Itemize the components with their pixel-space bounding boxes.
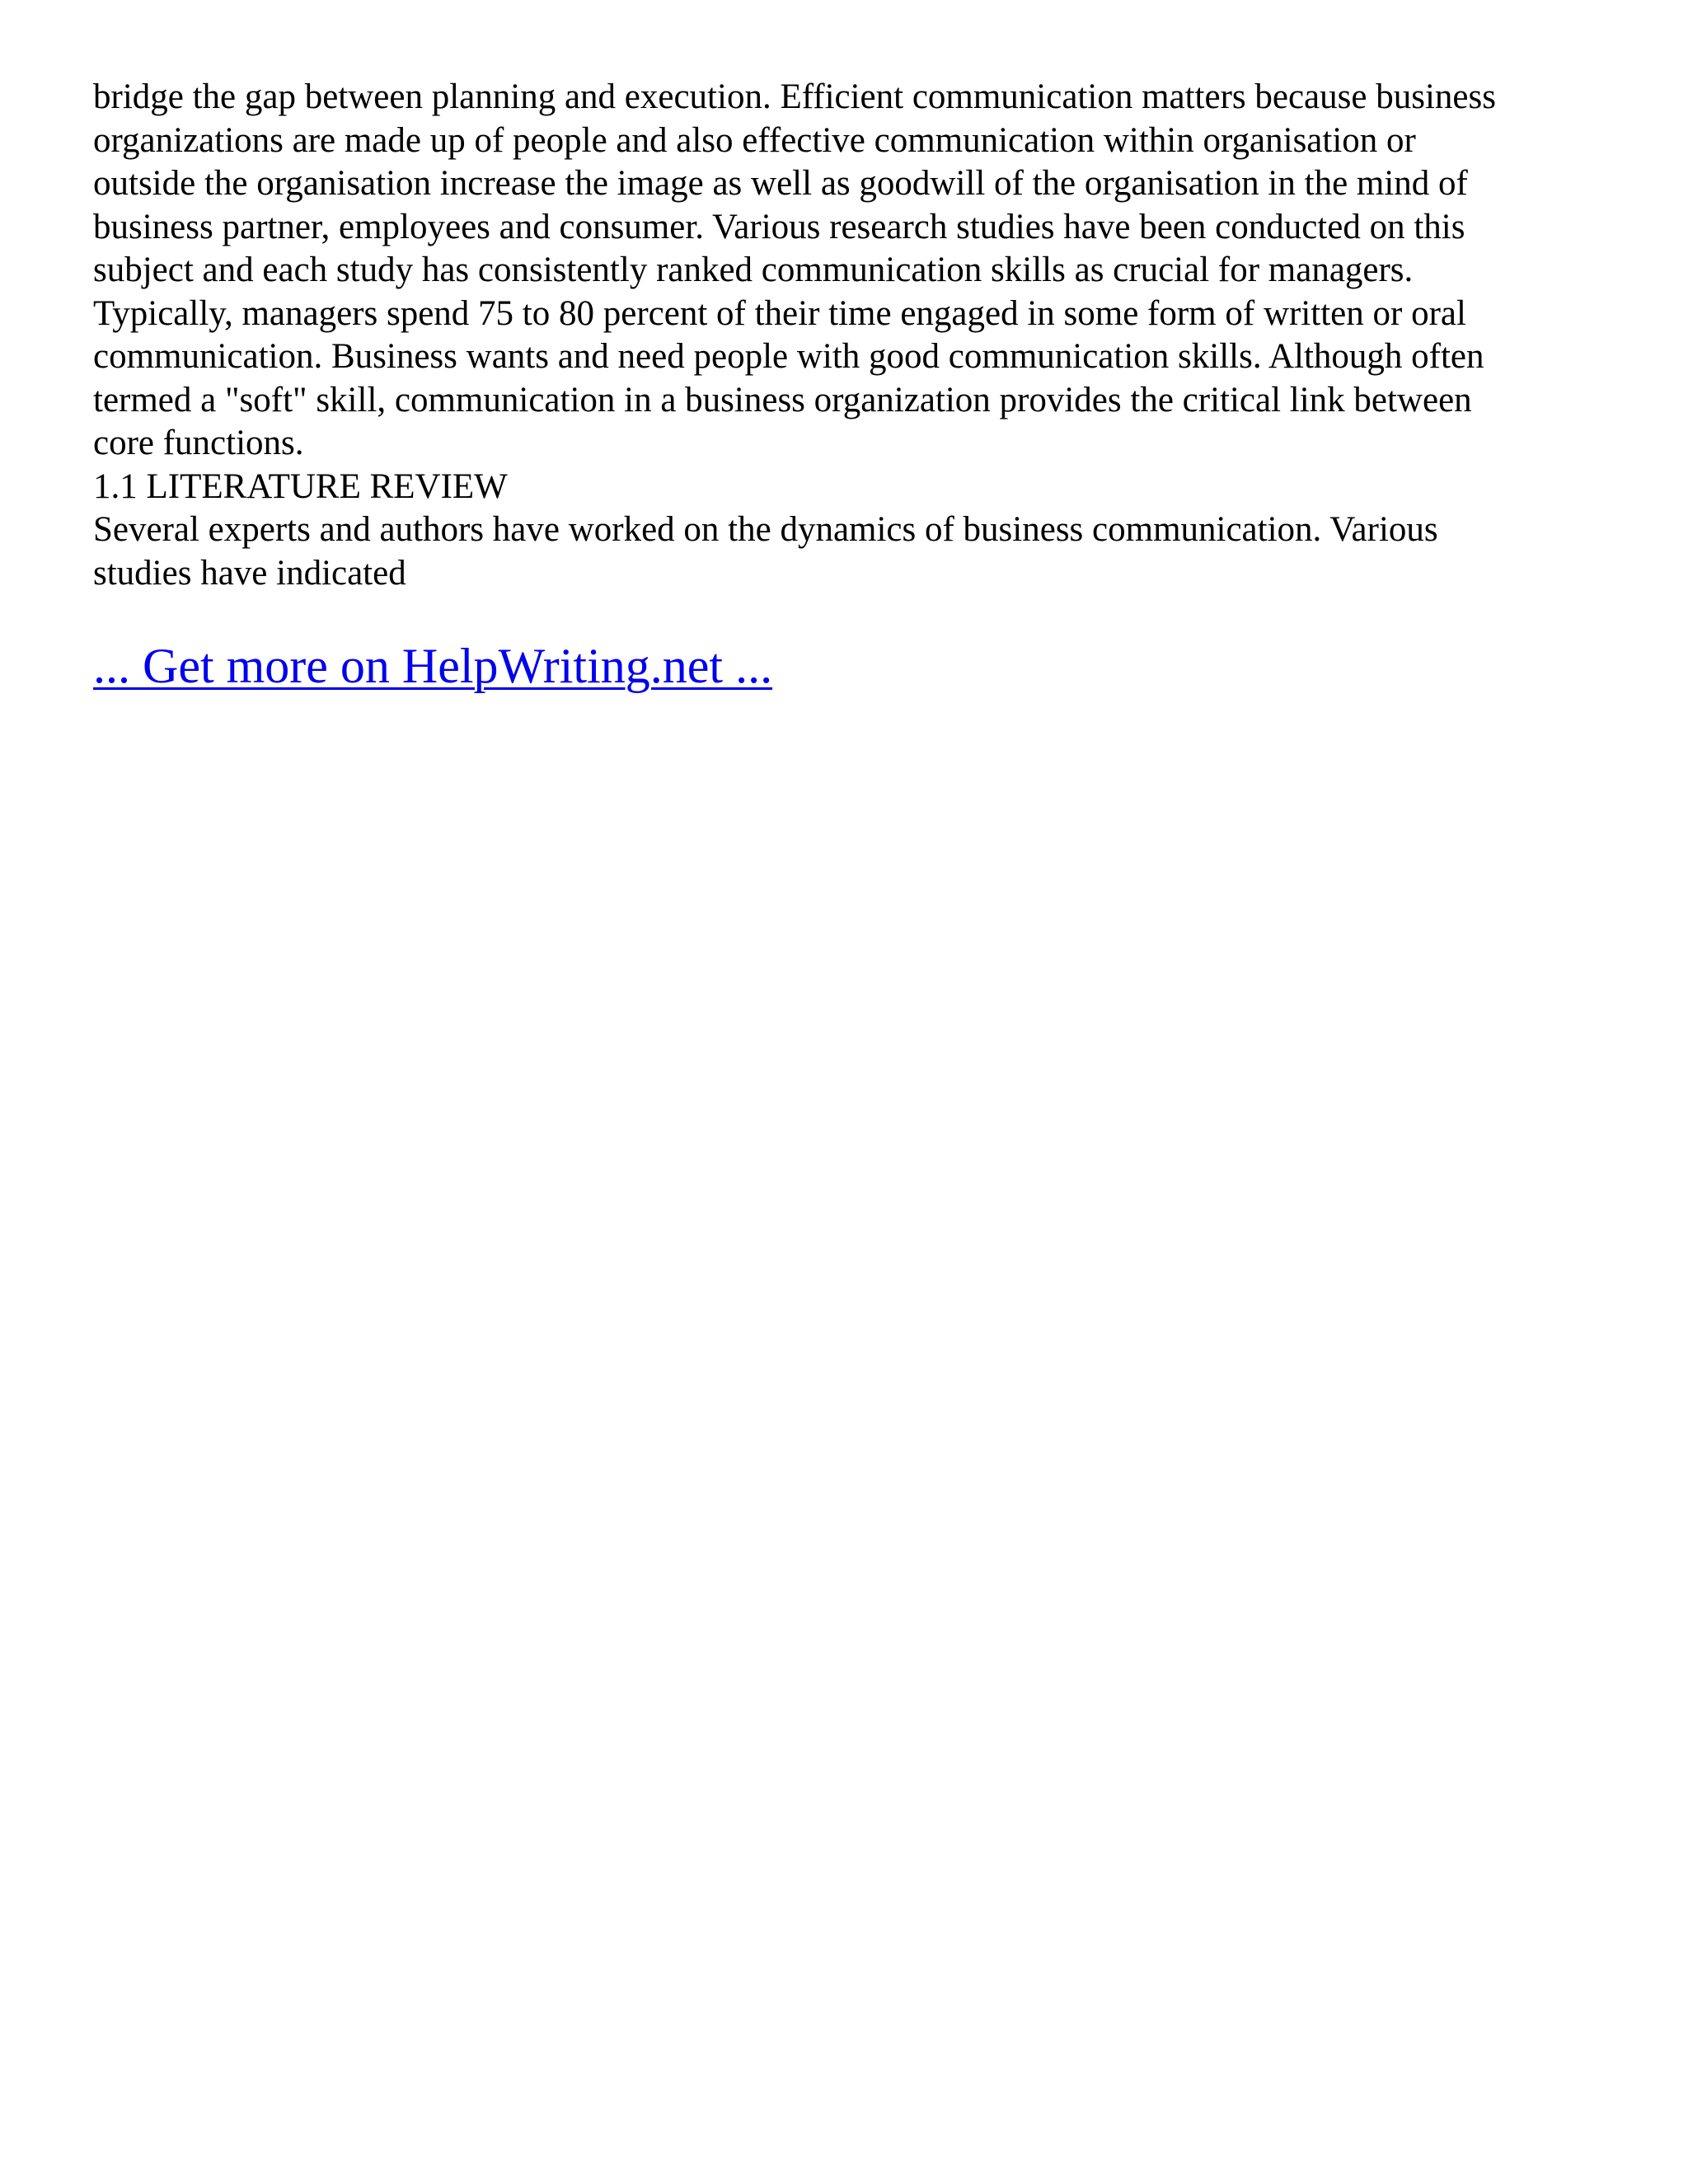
- text-line: studies have indicated: [93, 553, 406, 593]
- section-heading: 1.1 LITERATURE REVIEW: [93, 466, 508, 506]
- text-line: organizations are made up of people and also effective communication within organisation or: [93, 120, 1416, 160]
- text-line: bridge the gap between planning and execution. Efficient communication matters because business: [93, 77, 1496, 116]
- document-page: [93, 76, 1595, 696]
- text-line: subject and each study has consistently ranked communication skills as crucial for managers.: [93, 251, 1414, 289]
- body-paragraph-1: [93, 76, 1595, 466]
- body-paragraph-2: [93, 509, 1595, 595]
- text-line: termed a "soft" skill, communication in a business organization provides the critical link between: [93, 380, 1472, 419]
- text-line: core functions.: [93, 424, 304, 462]
- text-line: outside the organisation increase the image as well as goodwill of the organisation in the mind of: [93, 164, 1468, 203]
- text-line: Several experts and authors have worked on the dynamics of business communication. Various: [93, 510, 1438, 549]
- text-line: business partner, employees and consumer. Various research studies have been conducted on this: [93, 207, 1465, 246]
- text-line: Typically, managers spend 75 to 80 percent of their time engaged in some form of written or oral: [93, 293, 1466, 333]
- text-line: communication. Business wants and need people with good communication skills. Although often: [93, 337, 1484, 376]
- get-more-link[interactable]: ... Get more on HelpWriting.net ...: [93, 639, 773, 693]
